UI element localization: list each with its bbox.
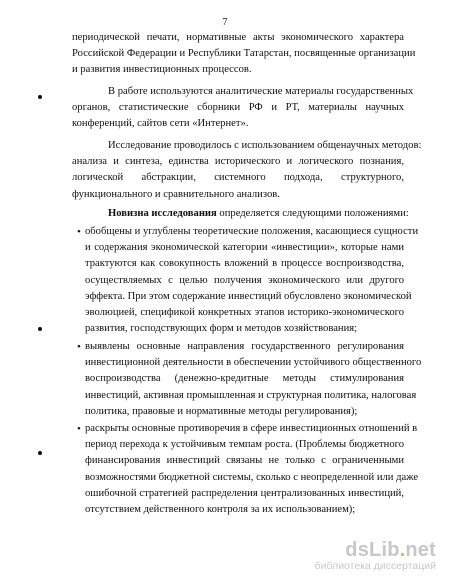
text-line: и содержания экономической категории «инвестиции», которые нами: [85, 242, 404, 254]
text-line: политика, правовые и нормативные методы регулирования);: [85, 405, 358, 417]
paragraph-sources: [72, 30, 416, 79]
margin-dot: [38, 95, 42, 99]
text-line: обобщены и углублены теоретические положения, касающиеся сущности: [85, 226, 419, 237]
bullet-item-investment-category: [72, 224, 419, 337]
text-line: периодической печати, нормативные акты экономического характера: [72, 32, 404, 43]
margin-dot: [38, 451, 42, 455]
text-line: и развития инвестиционных процессов.: [72, 64, 252, 76]
page-number: 7: [222, 17, 228, 28]
dslib-watermark: [315, 539, 436, 572]
text-line: анализа и синтеза, единства исторического и логического познания,: [72, 156, 404, 168]
bullet-marker: •: [77, 341, 81, 353]
text-line: В работе используются аналитические материалы государственных: [108, 86, 414, 97]
paragraph-materials: [72, 84, 414, 133]
text-line: эффекта. При этом содержание инвестиций обусловлено экономической: [85, 290, 412, 302]
text-line: ошибочной стратегией распределения централизованных инвестиций,: [85, 487, 404, 499]
bullet-item-state-regulation: [72, 339, 422, 420]
dslib-subtitle: библиотека диссертаций: [314, 560, 436, 572]
text-line: инвестиций, активная промышленная и структурная политика, налоговая: [85, 389, 417, 401]
text-line: Российской Федерации и Республики Татарстан, посвященные организации: [72, 48, 416, 60]
text-line: выявлены основные направления государственного регулирования: [85, 341, 404, 352]
text-line: возможностями бюджетной системы, сколько с неопределенной или даже: [85, 471, 419, 483]
text-line: логической абстракции, системного подхода, структурного,: [72, 172, 404, 184]
dslib-logo: dsLib.net: [345, 539, 436, 561]
text-line: [72, 206, 409, 222]
paragraph-methods: [72, 138, 422, 203]
text-line: органов, статистические сборники РФ и РТ, материалы научных: [72, 102, 404, 114]
text-line: финансирования инвестиций связаны не только с ограниченными: [85, 455, 404, 467]
bullet-marker: •: [77, 226, 81, 238]
margin-dot: [38, 327, 42, 331]
novelty-heading: Новизна исследования: [108, 208, 217, 219]
text-line: Исследование проводилось с использованием общенаучных методов:: [108, 140, 422, 151]
text-line: конференций, сайтов сети «Интернет».: [72, 118, 249, 130]
bullet-marker: •: [77, 423, 81, 435]
novelty-rest: определяется следующими положениями:: [216, 208, 409, 219]
bullet-item-contradictions: [72, 421, 419, 518]
text-line: осуществляемых с целью получения экономического или другого: [85, 274, 404, 286]
text-line: период перехода к устойчивым темпам роста. (Проблемы бюджетного: [85, 439, 404, 451]
text-line: отсутствием действенного контроля за их использованием);: [85, 503, 356, 515]
text-line: инвестиционной деятельности в обеспечении устойчивого общественного: [85, 357, 422, 369]
text-line: эволюцией, спецификой конкретных этапов историко-экономического: [85, 306, 404, 318]
text-line: воспроизводства (денежно-кредитные методы стимулирования: [85, 373, 404, 385]
text-line: функционального и сравнительного анализов.: [72, 188, 280, 200]
text-line: трактуются как совокупность вложений в процессе воспроизводства,: [85, 258, 404, 270]
text-line: развития, господствующих форм и методов хозяйствования;: [85, 323, 358, 335]
text-line: раскрыты основные противоречия в сфере инвестиционных отношений в: [85, 423, 418, 434]
paragraph-novelty: [72, 206, 409, 222]
